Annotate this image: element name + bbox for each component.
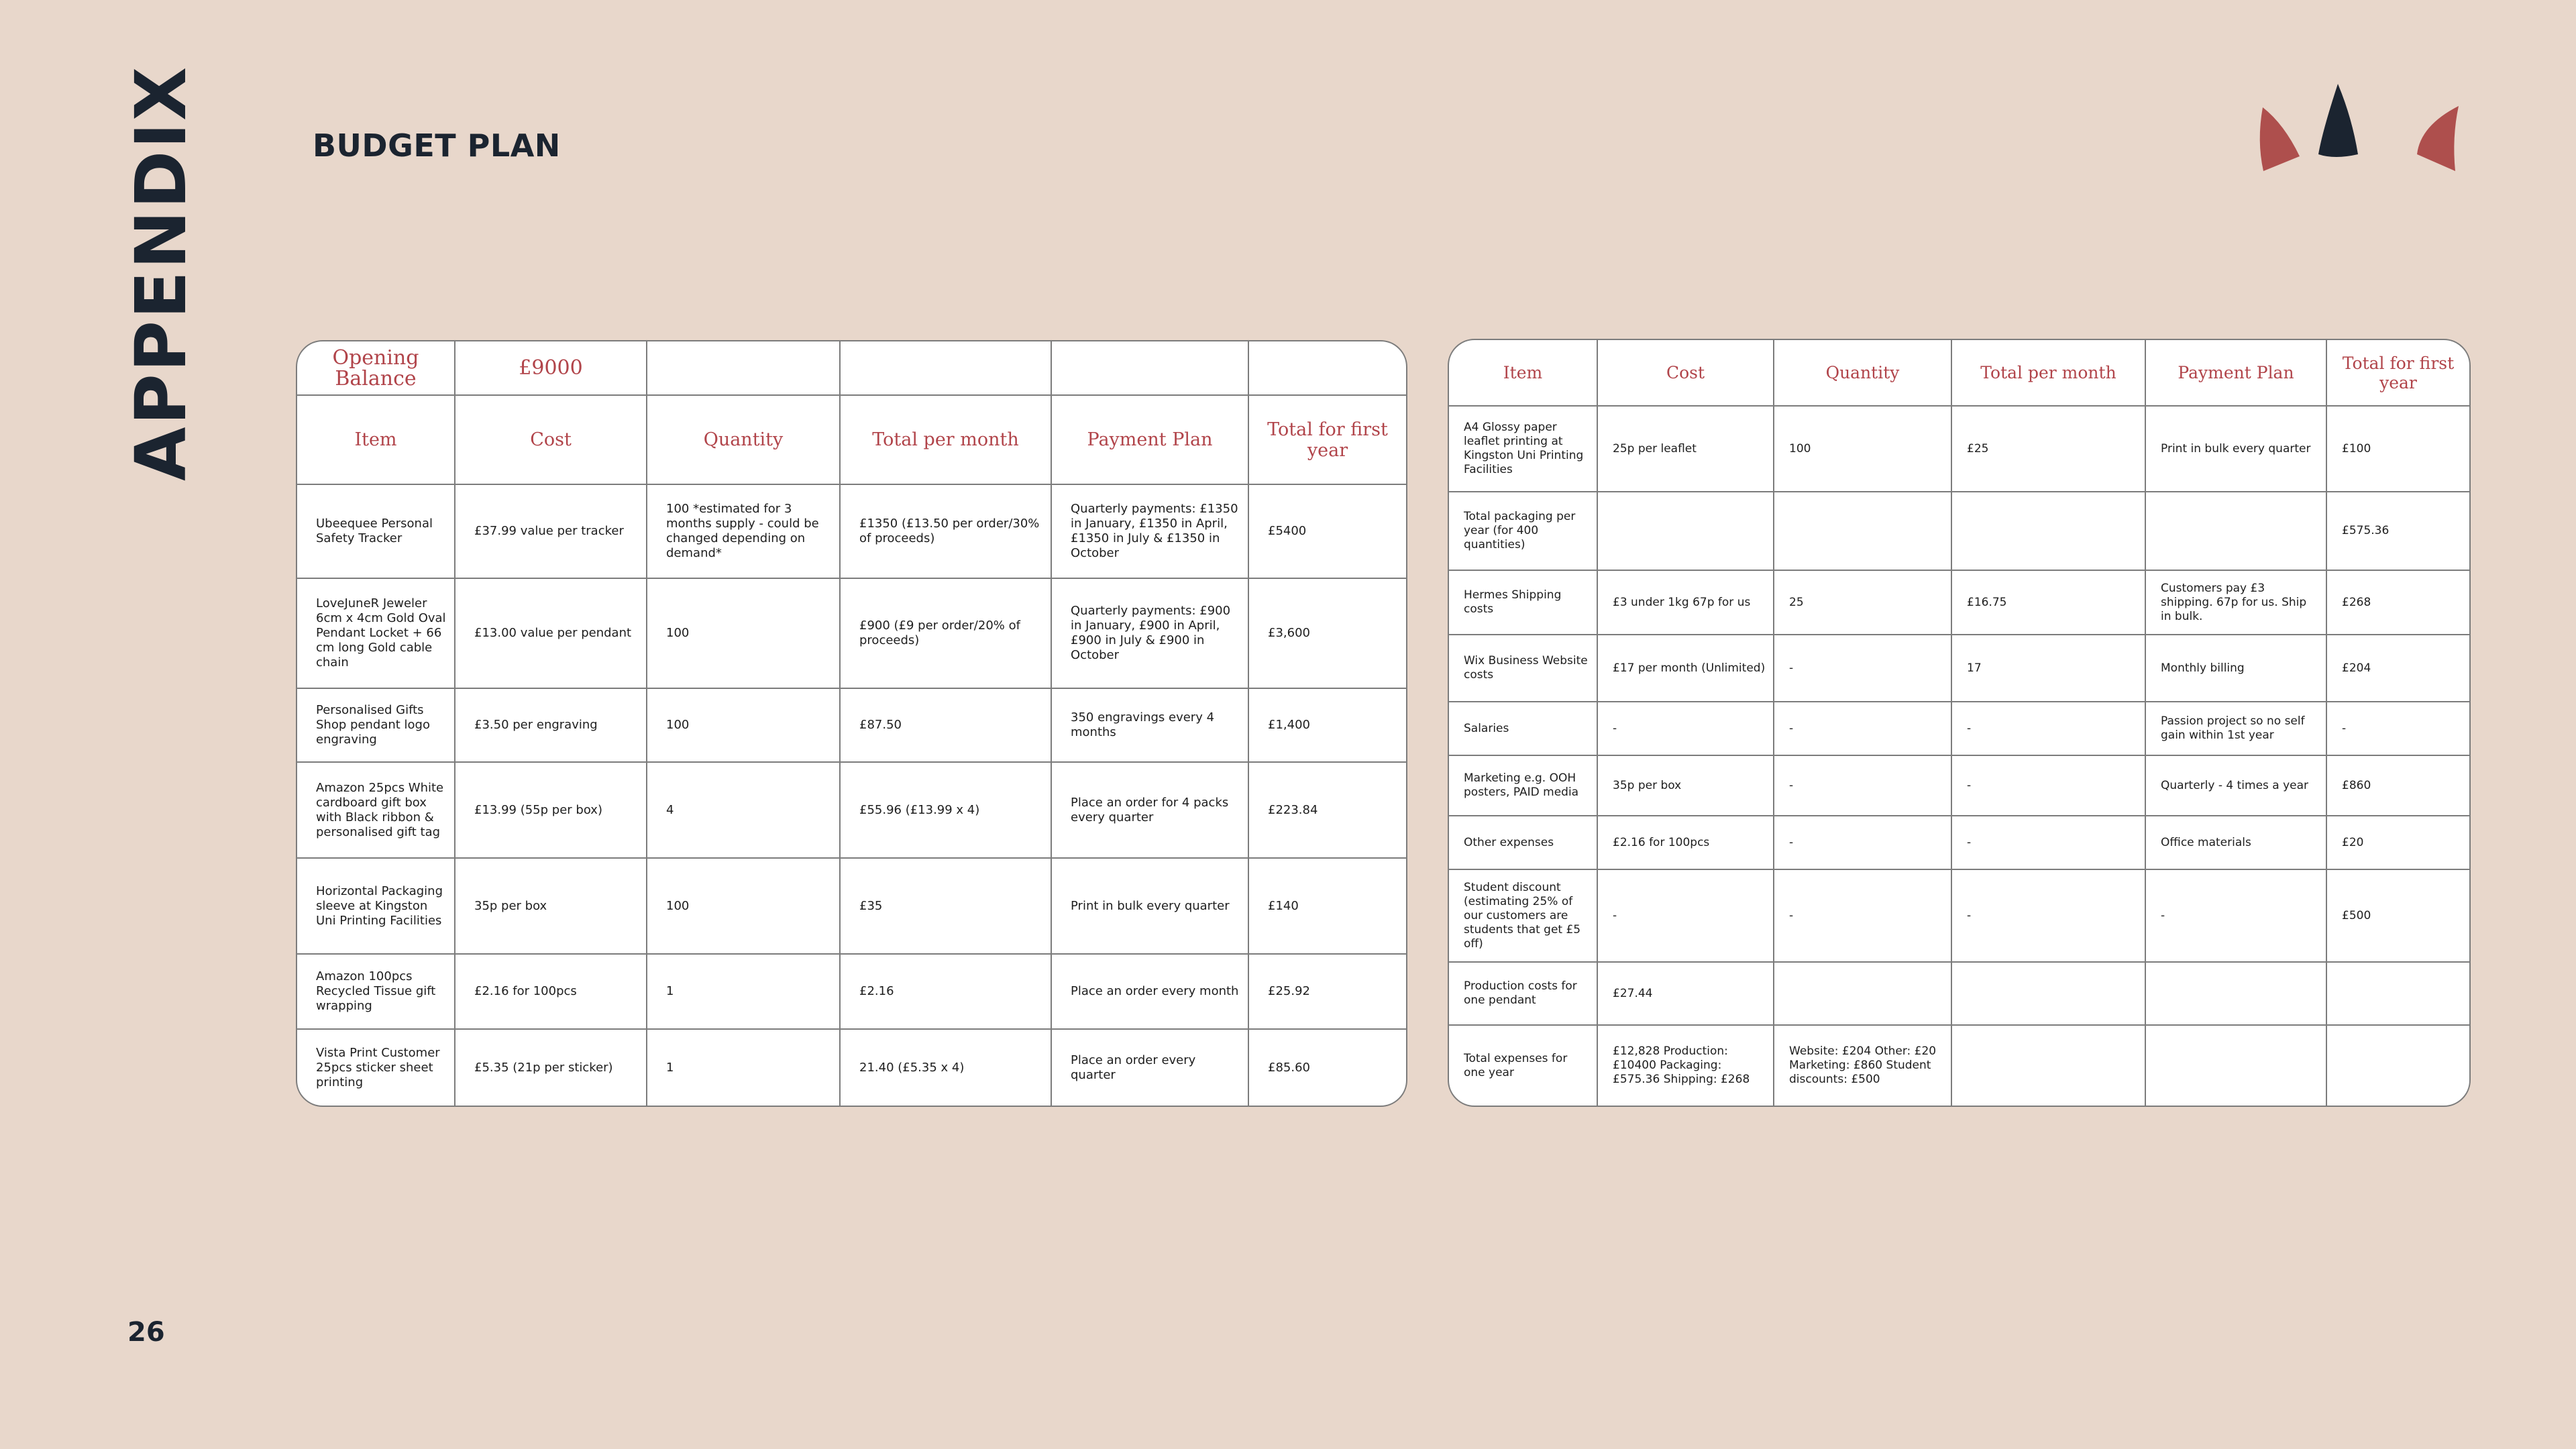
- cell-quantity: 1: [647, 954, 840, 1029]
- opening-balance-label: Opening Balance: [297, 341, 455, 395]
- column-header-payment-plan: Payment Plan: [1051, 395, 1248, 484]
- table-row: [297, 1029, 1406, 1106]
- cell-total-first-year: £860: [2326, 755, 2469, 816]
- cell-item: Horizontal Packaging sleeve at Kingston Uni Printing Facilities: [297, 858, 455, 954]
- cell-payment-plan: Place an order every quarter: [1051, 1029, 1248, 1106]
- column-header-quantity: Quantity: [1774, 340, 1951, 406]
- cell-total-first-year: £25.92: [1248, 954, 1406, 1029]
- cell-cost: £13.99 (55p per box): [455, 762, 647, 858]
- cell-item: Student discount (estimating 25% of our customers are students that get £5 off): [1449, 869, 1597, 962]
- cell-payment-plan: Print in bulk every quarter: [2145, 406, 2326, 492]
- cell-payment-plan: Passion project so no self gain within 1st year: [2145, 702, 2326, 755]
- cell-item: Wix Business Website costs: [1449, 635, 1597, 702]
- cell-total-first-year: [2326, 962, 2469, 1025]
- horns-decoration-icon: [2254, 77, 2482, 178]
- column-header-total-per-month: Total per month: [1951, 340, 2145, 406]
- cell-quantity: -: [1774, 816, 1951, 869]
- cell-payment-plan: 350 engravings every 4 months: [1051, 688, 1248, 762]
- cell-total-per-month: -: [1951, 816, 2145, 869]
- cell-total-per-month: [1951, 1025, 2145, 1106]
- cell-payment-plan: Print in bulk every quarter: [1051, 858, 1248, 954]
- column-header-total-first-year: Total for first year: [2326, 340, 2469, 406]
- cell-payment-plan: [2145, 1025, 2326, 1106]
- empty-cell: [840, 341, 1051, 395]
- cell-total-per-month: -: [1951, 869, 2145, 962]
- cell-item: Other expenses: [1449, 816, 1597, 869]
- cell-payment-plan: Quarterly payments: £900 in January, £900 in April, £900 in July & £900 in October: [1051, 578, 1248, 688]
- cell-total-per-month: [1951, 492, 2145, 570]
- table-row: [1449, 702, 2469, 755]
- cell-item: Total expenses for one year: [1449, 1025, 1597, 1106]
- cell-payment-plan: Office materials: [2145, 816, 2326, 869]
- cell-cost: 35p per box: [455, 858, 647, 954]
- cell-total-per-month: 17: [1951, 635, 2145, 702]
- cell-total-first-year: £3,600: [1248, 578, 1406, 688]
- cell-total-per-month: -: [1951, 702, 2145, 755]
- cell-cost: £3.50 per engraving: [455, 688, 647, 762]
- cell-quantity: 4: [647, 762, 840, 858]
- cell-quantity: 100: [647, 688, 840, 762]
- cell-item: Ubeequee Personal Safety Tracker: [297, 484, 455, 578]
- cell-payment-plan: [2145, 962, 2326, 1025]
- table-row: [1449, 1025, 2469, 1106]
- budget-table-2: [1448, 339, 2471, 1107]
- cell-total-per-month: [1951, 962, 2145, 1025]
- cell-quantity: 100 *estimated for 3 months supply - could be changed depending on demand*: [647, 484, 840, 578]
- cell-quantity: -: [1774, 702, 1951, 755]
- column-header-total-per-month: Total per month: [840, 395, 1051, 484]
- cell-quantity: 100: [1774, 406, 1951, 492]
- cell-item: Amazon 25pcs White cardboard gift box with Black ribbon & personalised gift tag: [297, 762, 455, 858]
- cell-total-first-year: £268: [2326, 570, 2469, 635]
- cell-quantity: -: [1774, 869, 1951, 962]
- table-row: [297, 954, 1406, 1029]
- cell-quantity: 25: [1774, 570, 1951, 635]
- cell-quantity: [1774, 962, 1951, 1025]
- cell-item: Hermes Shipping costs: [1449, 570, 1597, 635]
- cell-total-first-year: £100: [2326, 406, 2469, 492]
- cell-cost: £17 per month (Unlimited): [1597, 635, 1774, 702]
- table-row: [1449, 755, 2469, 816]
- cell-payment-plan: -: [2145, 869, 2326, 962]
- cell-item: A4 Glossy paper leaflet printing at Kingston Uni Printing Facilities: [1449, 406, 1597, 492]
- empty-cell: [1051, 341, 1248, 395]
- table-header-row: [297, 395, 1406, 484]
- cell-total-first-year: £575.36: [2326, 492, 2469, 570]
- cell-cost: £2.16 for 100pcs: [455, 954, 647, 1029]
- page-title: BUDGET PLAN: [313, 127, 561, 164]
- cell-payment-plan: Monthly billing: [2145, 635, 2326, 702]
- cell-item: Production costs for one pendant: [1449, 962, 1597, 1025]
- cell-cost: -: [1597, 869, 1774, 962]
- cell-item: Amazon 100pcs Recycled Tissue gift wrapping: [297, 954, 455, 1029]
- column-header-cost: Cost: [455, 395, 647, 484]
- column-header-item: Item: [297, 395, 455, 484]
- cell-cost: £37.99 value per tracker: [455, 484, 647, 578]
- cell-quantity: -: [1774, 755, 1951, 816]
- table-row: [297, 688, 1406, 762]
- cell-quantity: 100: [647, 858, 840, 954]
- cell-cost: £12,828 Production: £10400 Packaging: £575.36 Shipping: £268: [1597, 1025, 1774, 1106]
- cell-cost: [1597, 492, 1774, 570]
- table-row: [297, 484, 1406, 578]
- cell-payment-plan: Quarterly payments: £1350 in January, £1350 in April, £1350 in July & £1350 in October: [1051, 484, 1248, 578]
- cell-item: Salaries: [1449, 702, 1597, 755]
- budget-table-1: [296, 340, 1407, 1107]
- table-row: [1449, 962, 2469, 1025]
- table-row: [297, 858, 1406, 954]
- cell-total-per-month: £16.75: [1951, 570, 2145, 635]
- cell-cost: £2.16 for 100pcs: [1597, 816, 1774, 869]
- cell-total-per-month: £900 (£9 per order/20% of proceeds): [840, 578, 1051, 688]
- cell-total-first-year: £140: [1248, 858, 1406, 954]
- table-row: [1449, 406, 2469, 492]
- cell-total-first-year: -: [2326, 702, 2469, 755]
- cell-payment-plan: Quarterly - 4 times a year: [2145, 755, 2326, 816]
- cell-quantity: 100: [647, 578, 840, 688]
- cell-cost: -: [1597, 702, 1774, 755]
- cell-total-per-month: £35: [840, 858, 1051, 954]
- cell-payment-plan: Customers pay £3 shipping. 67p for us. Ship in bulk.: [2145, 570, 2326, 635]
- cell-total-first-year: £5400: [1248, 484, 1406, 578]
- cell-total-per-month: £55.96 (£13.99 x 4): [840, 762, 1051, 858]
- cell-total-first-year: £1,400: [1248, 688, 1406, 762]
- cell-cost: £27.44: [1597, 962, 1774, 1025]
- table-header-row: [1449, 340, 2469, 406]
- column-header-cost: Cost: [1597, 340, 1774, 406]
- cell-total-first-year: £85.60: [1248, 1029, 1406, 1106]
- cell-payment-plan: Place an order for 4 packs every quarter: [1051, 762, 1248, 858]
- cell-cost: £3 under 1kg 67p for us: [1597, 570, 1774, 635]
- column-header-item: Item: [1449, 340, 1597, 406]
- cell-quantity: Website: £204 Other: £20 Marketing: £860 Student discounts: £500: [1774, 1025, 1951, 1106]
- cell-item: Vista Print Customer 25pcs sticker sheet printing: [297, 1029, 455, 1106]
- table-row: [1449, 570, 2469, 635]
- opening-balance-value: £9000: [455, 341, 647, 395]
- cell-item: Total packaging per year (for 400 quantities): [1449, 492, 1597, 570]
- cell-quantity: 1: [647, 1029, 840, 1106]
- cell-cost: 25p per leaflet: [1597, 406, 1774, 492]
- cell-payment-plan: [2145, 492, 2326, 570]
- cell-total-per-month: £87.50: [840, 688, 1051, 762]
- cell-total-per-month: £1350 (£13.50 per order/30% of proceeds): [840, 484, 1051, 578]
- cell-cost: £5.35 (21p per sticker): [455, 1029, 647, 1106]
- table-row: [1449, 492, 2469, 570]
- cell-item: Personalised Gifts Shop pendant logo engraving: [297, 688, 455, 762]
- page-number: 26: [127, 1317, 165, 1348]
- empty-cell: [1248, 341, 1406, 395]
- column-header-total-first-year: Total for first year: [1248, 395, 1406, 484]
- cell-quantity: -: [1774, 635, 1951, 702]
- table-row: [297, 762, 1406, 858]
- column-header-quantity: Quantity: [647, 395, 840, 484]
- empty-cell: [647, 341, 840, 395]
- cell-total-first-year: £223.84: [1248, 762, 1406, 858]
- opening-balance-row: [297, 341, 1406, 395]
- cell-total-per-month: £25: [1951, 406, 2145, 492]
- cell-total-first-year: £500: [2326, 869, 2469, 962]
- cell-cost: £13.00 value per pendant: [455, 578, 647, 688]
- cell-cost: 35p per box: [1597, 755, 1774, 816]
- table-row: [1449, 635, 2469, 702]
- table-row: [1449, 869, 2469, 962]
- appendix-side-title: APPENDIX: [120, 64, 202, 481]
- column-header-payment-plan: Payment Plan: [2145, 340, 2326, 406]
- cell-total-first-year: £204: [2326, 635, 2469, 702]
- cell-item: Marketing e.g. OOH posters, PAID media: [1449, 755, 1597, 816]
- cell-total-per-month: 21.40 (£5.35 x 4): [840, 1029, 1051, 1106]
- cell-item: LoveJuneR Jeweler 6cm x 4cm Gold Oval Pendant Locket + 66 cm long Gold cable chain: [297, 578, 455, 688]
- table-row: [297, 578, 1406, 688]
- cell-total-first-year: [2326, 1025, 2469, 1106]
- cell-total-first-year: £20: [2326, 816, 2469, 869]
- cell-total-per-month: £2.16: [840, 954, 1051, 1029]
- table-row: [1449, 816, 2469, 869]
- cell-payment-plan: Place an order every month: [1051, 954, 1248, 1029]
- cell-total-per-month: -: [1951, 755, 2145, 816]
- cell-quantity: [1774, 492, 1951, 570]
